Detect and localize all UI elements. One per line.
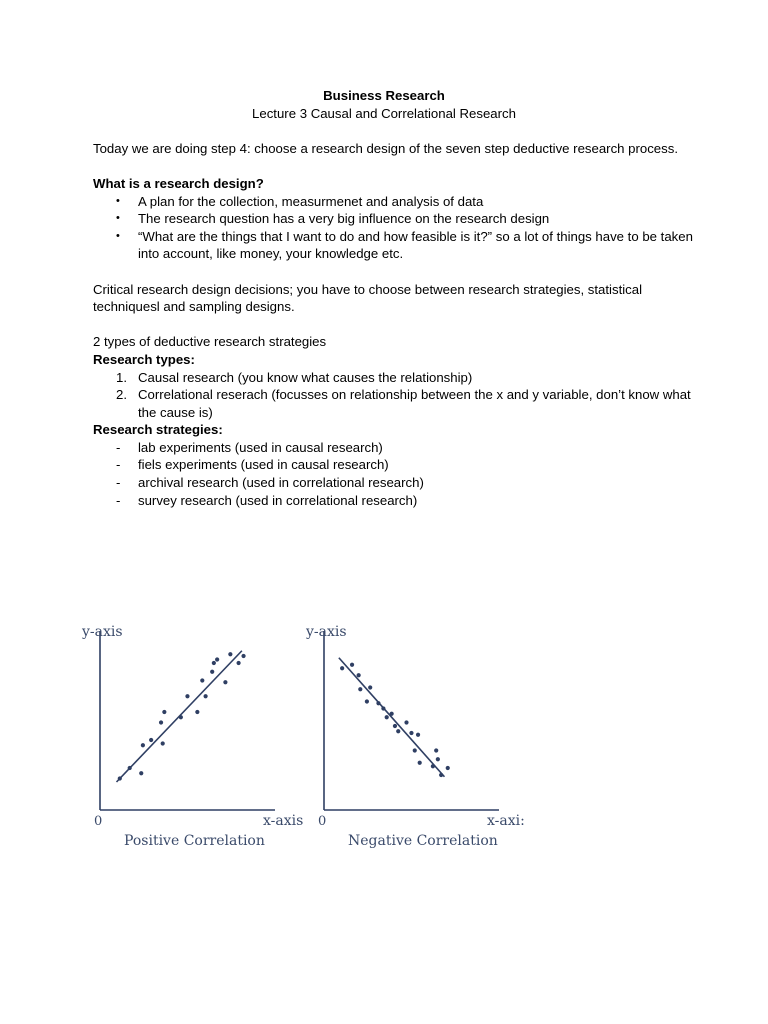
positive-correlation-chart <box>80 618 320 858</box>
list-item: - fiels experiments (used in causal research) <box>116 457 389 473</box>
data-point <box>376 701 380 705</box>
chart-title: Negative Correlation <box>348 833 498 849</box>
data-point <box>340 666 344 670</box>
data-point <box>418 761 422 765</box>
design-heading: What is a research design? <box>93 175 264 191</box>
data-point <box>128 766 132 770</box>
data-point <box>237 661 241 665</box>
data-point <box>200 678 204 682</box>
data-point <box>118 776 122 780</box>
y-axis-label: y-axis <box>82 624 123 640</box>
data-point <box>357 673 361 677</box>
data-point <box>179 715 183 719</box>
origin-label: 0 <box>94 814 103 829</box>
data-point <box>212 661 216 665</box>
data-point <box>409 731 413 735</box>
data-point <box>381 706 385 710</box>
bullet-icon: • <box>116 212 120 225</box>
data-point <box>439 773 443 777</box>
research-strategies-list <box>93 439 693 509</box>
list-item: • A plan for the collection, measurmenet and analysis of data <box>116 193 484 209</box>
data-point <box>396 729 400 733</box>
data-point <box>436 757 440 761</box>
data-point <box>416 733 420 737</box>
data-point <box>159 720 163 724</box>
data-point <box>141 743 145 747</box>
list-item: 1. Causal research (you know what causes the relationship) <box>116 369 473 385</box>
data-point <box>390 712 394 716</box>
document-body <box>93 87 693 509</box>
negative-correlation-chart <box>304 618 544 858</box>
x-axis-label: x-axi: <box>487 813 525 829</box>
data-point <box>185 694 189 698</box>
x-axis-label: x-axis <box>263 813 304 829</box>
design-bullet-list <box>93 193 693 263</box>
negative-correlation-svg <box>304 618 544 858</box>
positive-correlation-svg <box>80 618 320 858</box>
bullet-icon: • <box>116 229 120 242</box>
data-point <box>204 694 208 698</box>
data-point <box>241 654 245 658</box>
origin-label: 0 <box>318 814 327 829</box>
research-types-heading: Research types: <box>93 351 195 367</box>
document-subtitle: Lecture 3 Causal and Correlational Research <box>252 105 516 121</box>
list-item: • The research question has a very big influence on the research design <box>116 211 550 227</box>
bullet-icon: • <box>116 194 120 207</box>
data-point <box>385 715 389 719</box>
data-point <box>215 657 219 661</box>
list-item: - survey research (used in correlational research) <box>116 492 418 508</box>
data-point <box>139 771 143 775</box>
intro-paragraph: Today we are doing step 4: choose a research design of the seven step deductive research process. <box>93 140 678 156</box>
list-item: - lab experiments (used in causal research) <box>116 439 383 455</box>
list-item: • “What are the things that I want to do and how feasible is it?” so a lot of things have to be taken into account, like money, your knowledge etc. <box>116 228 693 262</box>
research-types-list <box>93 369 693 422</box>
data-point <box>431 764 435 768</box>
data-point <box>393 724 397 728</box>
list-item: - archival research (used in correlational research) <box>116 475 424 491</box>
trend-line <box>339 658 445 777</box>
data-point <box>162 710 166 714</box>
data-point <box>413 748 417 752</box>
data-point <box>434 748 438 752</box>
data-point <box>195 710 199 714</box>
data-point <box>358 687 362 691</box>
data-point <box>161 741 165 745</box>
data-point <box>350 663 354 667</box>
data-point <box>228 652 232 656</box>
data-point <box>210 670 214 674</box>
research-strategies-heading: Research strategies: <box>93 422 223 438</box>
data-point <box>223 680 227 684</box>
data-point <box>446 766 450 770</box>
data-point <box>149 738 153 742</box>
strategies-intro: 2 types of deductive research strategies <box>93 334 327 350</box>
list-item: 2. Correlational reserach (focusses on relationship between the x and y variable, don’t know what the cause is) <box>116 387 691 420</box>
data-point <box>368 685 372 689</box>
decisions-paragraph: Critical research design decisions; you have to choose between research strategies, statistical techniquesl and sampling designs. <box>93 281 643 315</box>
document-title: Business Research <box>323 88 445 103</box>
chart-title: Positive Correlation <box>124 833 265 849</box>
y-axis-label: y-axis <box>306 624 347 640</box>
data-point <box>365 699 369 703</box>
data-point <box>404 720 408 724</box>
